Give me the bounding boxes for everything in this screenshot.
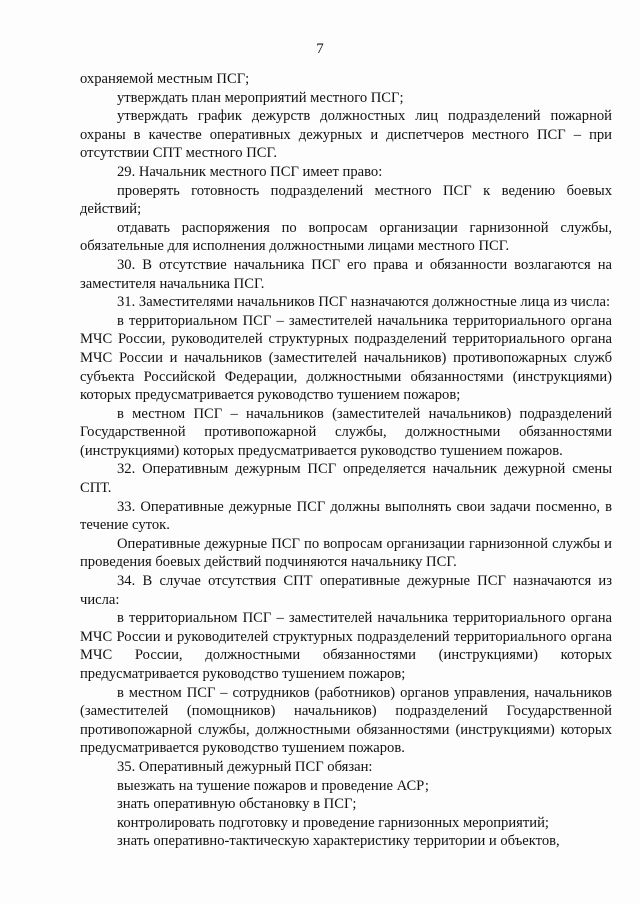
document-body	[80, 70, 612, 851]
paragraph: 31. Заместителями начальников ПСГ назначаются должностные лица из числа:	[117, 294, 611, 311]
paragraph: утверждать график дежурств должностных лиц подразделений пожарной охраны в качестве оперативных дежурных и диспетчеров местного ПСГ – при отсутствии СПТ местного ПСГ.	[80, 108, 612, 162]
paragraph: 35. Оперативный дежурный ПСГ обязан:	[117, 758, 373, 775]
page-number: 7	[316, 41, 324, 57]
paragraph: в местном ПСГ – сотрудников (работников) органов управления, начальников (заместителей (помощников) начальников) подразделений Государственной противопожарной службы, должностными обязанностями (инструкциями) которых предусматривается руководство тушением пожаров.	[80, 684, 612, 757]
paragraph: 30. В отсутствие начальника ПСГ его права и обязанности возлагаются на заместителя начальника ПСГ.	[80, 256, 612, 292]
paragraph: проверять готовность подразделений местного ПСГ к ведению боевых действий;	[80, 182, 612, 218]
paragraph: в местном ПСГ – начальников (заместителей начальников) подразделений Государственной противопожарной службы, должностными обязанностями (инструкциями) которых предусматривается руководство тушением пожаров.	[80, 405, 612, 459]
paragraph: утверждать план мероприятий местного ПСГ;	[117, 89, 404, 106]
paragraph: знать оперативную обстановку в ПСГ;	[117, 796, 357, 813]
paragraph: 34. В случае отсутствия СПТ оперативные дежурные ПСГ назначаются из числа:	[80, 573, 612, 608]
paragraph: в территориальном ПСГ – заместителей начальника территориального органа МЧС России и руководителей структурных подразделений территориального органа МЧС России, должностными обязанностями (инструкциями) которых предусматривается руководство тушением пожаров;	[80, 610, 612, 682]
paragraph: 29. Начальник местного ПСГ имеет право:	[117, 163, 383, 180]
paragraph: знать оперативно-тактическую характеристику территории и объектов,	[117, 833, 560, 850]
paragraph: Оперативные дежурные ПСГ по вопросам организации гарнизонной службы и проведения боевых действий подчиняются начальнику ПСГ.	[80, 535, 612, 571]
paragraph: 32. Оперативным дежурным ПСГ определяется начальник дежурной смены СПТ.	[80, 461, 612, 497]
paragraph: в территориальном ПСГ – заместителей начальника территориального органа МЧС России, руководителей структурных подразделений территориального органа МЧС России и начальников (заместителей начальников) противопожарных служб субъекта Российской Федерации, должностными обязанностями (инструкциями) которых предусматривается руководство тушением пожаров;	[80, 312, 612, 404]
paragraph: 33. Оперативные дежурные ПСГ должны выполнять свои задачи посменно, в течение суток.	[80, 498, 612, 534]
paragraph: выезжать на тушение пожаров и проведение АСР;	[117, 777, 429, 794]
paragraph: контролировать подготовку и проведение гарнизонных мероприятий;	[117, 814, 549, 831]
paragraph: охраняемой местным ПСГ;	[80, 71, 250, 87]
paragraph: отдавать распоряжения по вопросам организации гарнизонной службы, обязательные для исполнения должностными лицами местного ПСГ.	[80, 219, 612, 255]
